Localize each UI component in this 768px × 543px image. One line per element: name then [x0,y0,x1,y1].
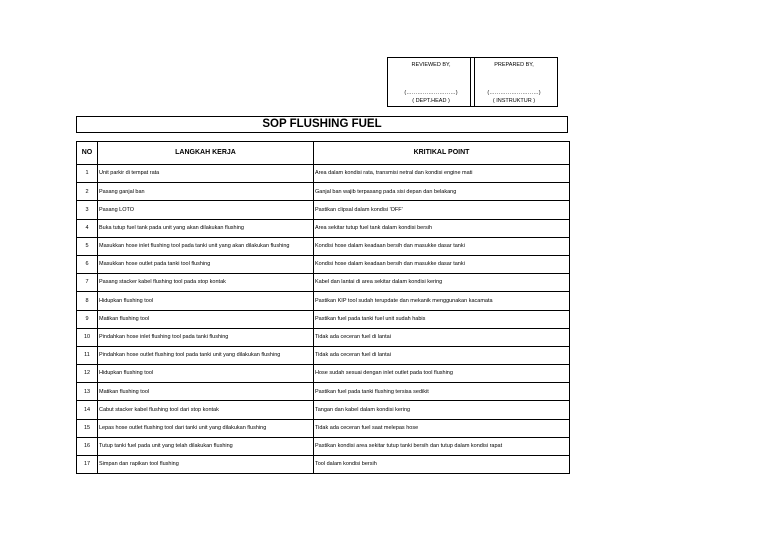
row-step: Hidupkan flushing tool [98,365,314,383]
row-critical-point: Pastikan kondisi area sekitar tutup tanki bersih dan tutup dalam kondisi rapat [314,437,570,455]
sop-table-body [77,165,570,474]
row-number: 17 [77,456,98,474]
table-row [77,346,570,364]
table-row [77,328,570,346]
row-step: Masukkan hose inlet flushing tool pada tanki unit yang akan dilakukan flushing [98,237,314,255]
row-step: Hidupkan flushing tool [98,292,314,310]
prepared-by-signature-line: (………………………) [487,90,541,96]
header-critical-point: KRITIKAL POINT [314,142,570,165]
table-row [77,383,570,401]
table-row [77,310,570,328]
row-critical-point: Area dalam kondisi rata, transmisi netral dan kondisi engine mati [314,165,570,183]
row-critical-point: Pastikan fuel pada tanki fuel unit sudah habis [314,310,570,328]
row-number: 2 [77,183,98,201]
row-step: Pasang stacker kabel flushing tool pada stop kontak [98,274,314,292]
reviewed-by-role: ( DEPT.HEAD ) [412,98,450,104]
sop-table [76,141,570,474]
row-step: Cabut stacker kabel flushing tool dari stop kontak [98,401,314,419]
table-row [77,165,570,183]
row-critical-point: Tool dalam kondisi bersih [314,456,570,474]
row-critical-point: Kondisi hose dalam keadaan bersih dan masukke dasar tanki [314,255,570,273]
row-number: 11 [77,346,98,364]
row-number: 1 [77,165,98,183]
row-number: 9 [77,310,98,328]
table-row [77,183,570,201]
row-critical-point: Pastikan KIP tool sudah terupdate dan mekanik menggunakan kacamata [314,292,570,310]
row-step: Simpan dan rapikan tool flushing [98,456,314,474]
row-number: 10 [77,328,98,346]
table-row [77,201,570,219]
table-row [77,255,570,273]
row-step: Pasang ganjal ban [98,183,314,201]
row-step: Unit parkir di tempat rata [98,165,314,183]
prepared-by-role: ( INSTRUKTUR ) [492,98,536,104]
row-critical-point: Tangan dan kabel dalam kondisi kering [314,401,570,419]
table-header-row [77,142,570,165]
table-row [77,237,570,255]
reviewed-by-box [387,57,475,107]
row-step: Pindahkan hose outlet flushing tool pada tanki unit yang dilakukan flushing [98,346,314,364]
row-number: 13 [77,383,98,401]
row-number: 3 [77,201,98,219]
reviewed-by-label: REVIEWED BY, [411,62,451,68]
row-number: 8 [77,292,98,310]
row-number: 4 [77,219,98,237]
row-critical-point: Kondisi hose dalam keadaan bersih dan masukke dasar tanki [314,237,570,255]
row-critical-point: Ganjal ban wajib terpasang pada sisi depan dan belakang [314,183,570,201]
table-row [77,274,570,292]
row-step: Matikan flushing tool [98,310,314,328]
row-step: Matikan flushing tool [98,383,314,401]
row-number: 12 [77,365,98,383]
table-row [77,365,570,383]
row-critical-point: Area sekitar tutup fuel tank dalam kondisi bersih [314,219,570,237]
row-critical-point: Tidak ada ceceran fuel di lantai [314,346,570,364]
row-critical-point: Pastikan fuel pada tanki flushing tersisa sedikit [314,383,570,401]
row-step: Tutup tanki fuel pada unit yang telah dilakukan flushing [98,437,314,455]
row-critical-point: Kabel dan lantai di area sekitar dalam kondisi kering [314,274,570,292]
table-row [77,456,570,474]
table-row [77,419,570,437]
row-number: 14 [77,401,98,419]
row-critical-point: Pastikan clipsal dalam kondisi 'OFF' [314,201,570,219]
row-step: Lepas hose outlet flushing tool dari tanki unit yang dilakukan flushing [98,419,314,437]
table-row [77,219,570,237]
row-step: Pasang LOTO [98,201,314,219]
header-no: NO [77,142,98,165]
row-step: Pindahkan hose inlet flushing tool pada tanki flushing [98,328,314,346]
row-number: 7 [77,274,98,292]
row-critical-point: Tidak ada ceceran fuel di lantai [314,328,570,346]
row-number: 5 [77,237,98,255]
row-critical-point: Hose sudah sesuai dengan inlet outlet pada tool flushing [314,365,570,383]
header-step: LANGKAH KERJA [98,142,314,165]
prepared-by-box [470,57,558,107]
reviewed-by-signature-line: (………………………) [404,90,458,96]
row-number: 16 [77,437,98,455]
row-number: 15 [77,419,98,437]
row-number: 6 [77,255,98,273]
row-critical-point: Tidak ada ceceran fuel saat melepas hose [314,419,570,437]
table-row [77,292,570,310]
table-row [77,401,570,419]
row-step: Masukkan hose outlet pada tanki tool flushing [98,255,314,273]
row-step: Buka tutup fuel tank pada unit yang akan dilakukan flushing [98,219,314,237]
document-title: SOP FLUSHING FUEL [76,116,568,133]
prepared-by-label: PREPARED BY, [494,62,534,68]
table-row [77,437,570,455]
